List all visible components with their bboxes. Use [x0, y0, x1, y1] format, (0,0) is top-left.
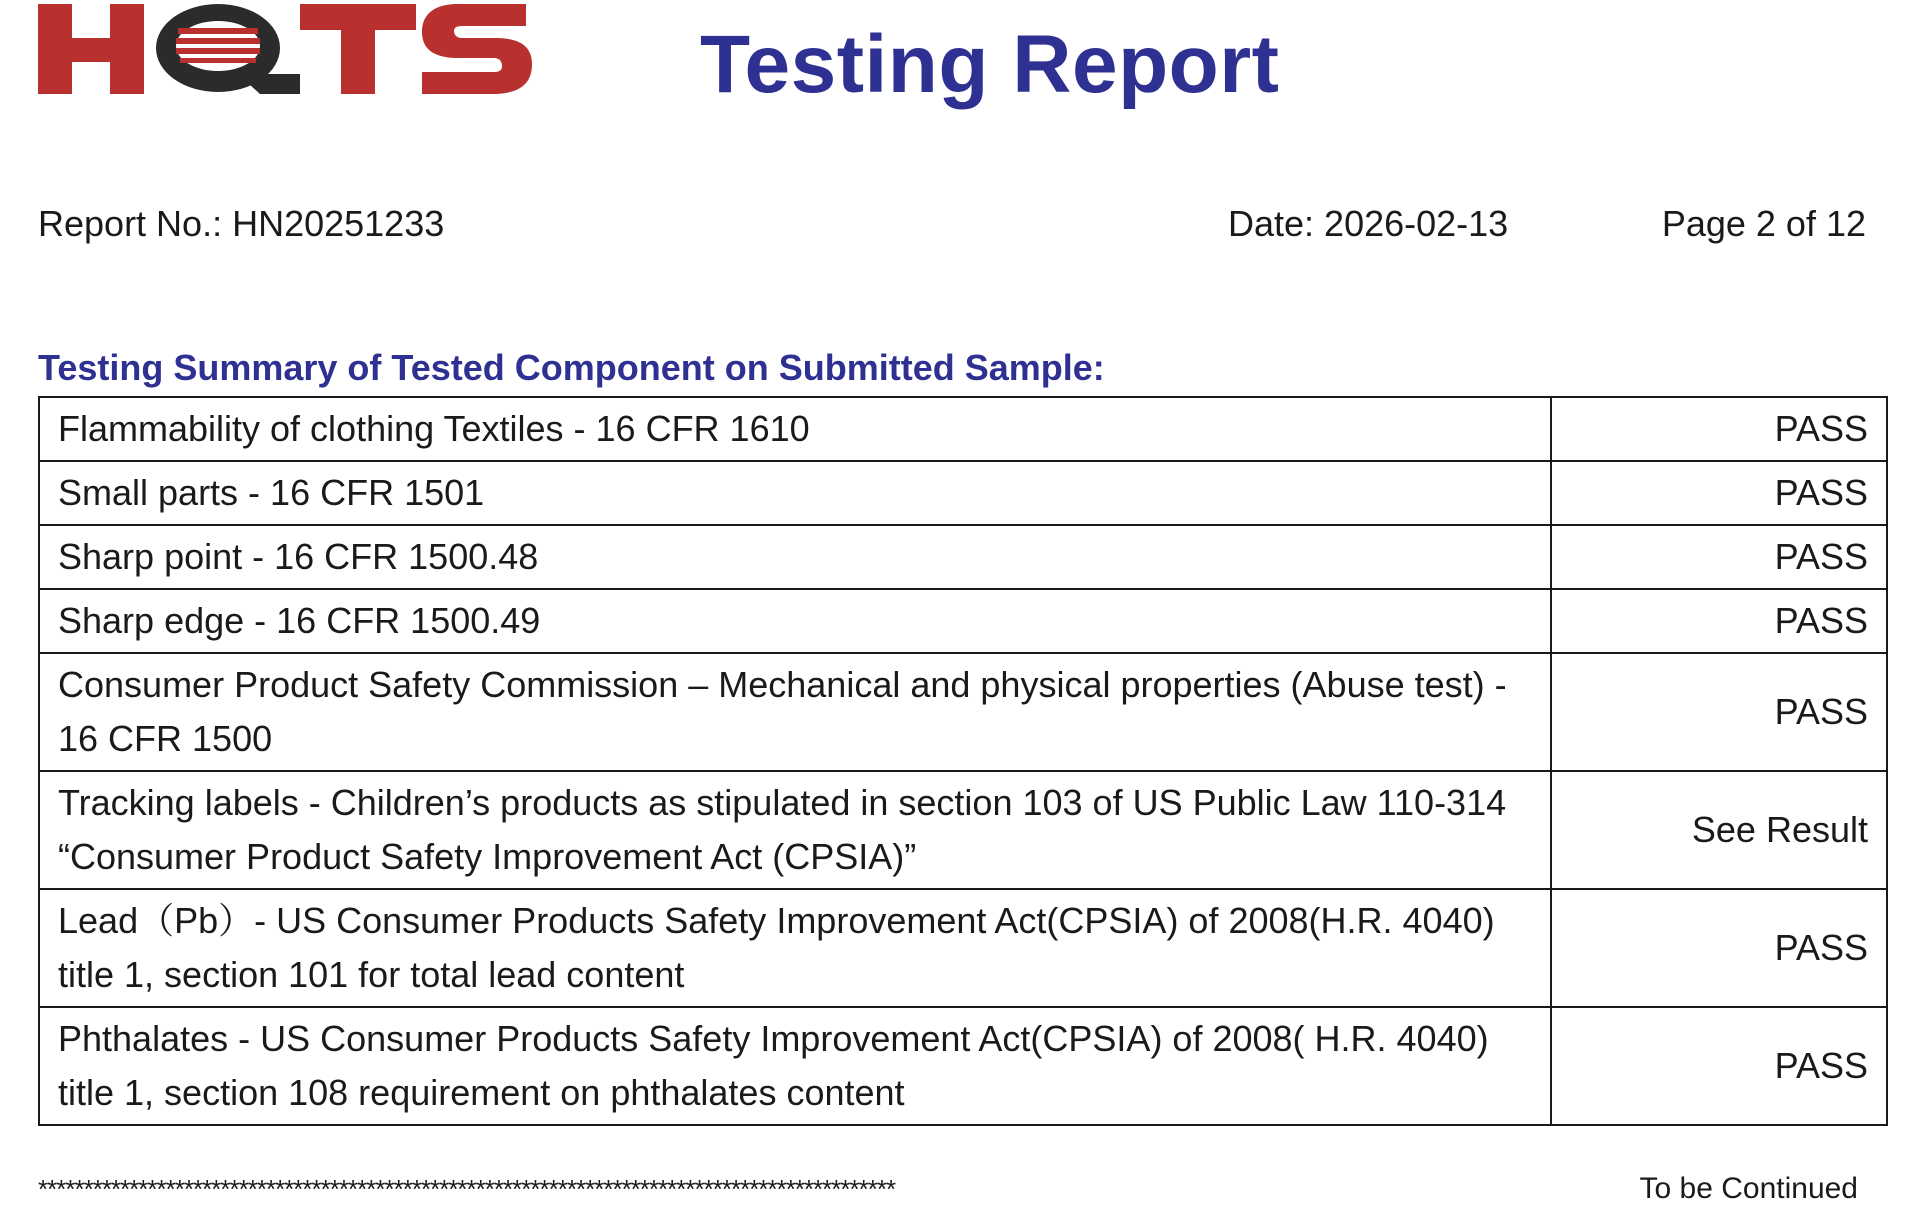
test-result: See Result	[1551, 771, 1887, 889]
test-item: Sharp point - 16 CFR 1500.48	[39, 525, 1551, 589]
page-footer	[38, 1172, 1858, 1206]
table-row	[39, 397, 1887, 461]
test-result: PASS	[1551, 1007, 1887, 1125]
report-date: Date: 2026-02-13	[1228, 203, 1509, 244]
test-result: PASS	[1551, 653, 1887, 771]
test-item: Consumer Product Safety Commission – Mechanical and physical properties (Abuse test) - 16 CFR 1500	[39, 653, 1551, 771]
table-row	[39, 889, 1887, 1007]
test-item: Lead（Pb）- US Consumer Products Safety Improvement Act(CPSIA) of 2008(H.R. 4040) title 1, section 101 for total lead content	[39, 889, 1551, 1007]
test-result: PASS	[1551, 589, 1887, 653]
page-number: Page 2 of 12	[1661, 203, 1866, 244]
table-row	[39, 771, 1887, 889]
to-be-continued-note: To be Continued	[1639, 1172, 1858, 1205]
test-item: Sharp edge - 16 CFR 1500.49	[39, 589, 1551, 653]
table-row	[39, 461, 1887, 525]
test-result: PASS	[1551, 889, 1887, 1007]
test-item: Small parts - 16 CFR 1501	[39, 461, 1551, 525]
test-result: PASS	[1551, 397, 1887, 461]
table-row	[39, 1007, 1887, 1125]
hqts-logo	[38, 0, 538, 100]
table-row	[39, 525, 1887, 589]
table-row	[39, 653, 1887, 771]
report-title: Testing Report	[700, 19, 1280, 110]
test-result: PASS	[1551, 525, 1887, 589]
test-item: Tracking labels - Children’s products as stipulated in section 103 of US Public Law 110-314 “Consumer Product Safety Improvement Act (CPSIA)”	[39, 771, 1551, 889]
test-item: Phthalates - US Consumer Products Safety Improvement Act(CPSIA) of 2008( H.R. 4040) title 1, section 108 requirement on phthalates content	[39, 1007, 1551, 1125]
footer-separator: **********************************************************************************************	[38, 1173, 896, 1204]
test-item: Flammability of clothing Textiles - 16 CFR 1610	[39, 397, 1551, 461]
test-result: PASS	[1551, 461, 1887, 525]
table-row	[39, 589, 1887, 653]
report-number: Report No.: HN20251233	[38, 203, 445, 244]
summary-heading: Testing Summary of Tested Component on Submitted Sample:	[38, 347, 1105, 388]
summary-table	[38, 396, 1888, 1126]
